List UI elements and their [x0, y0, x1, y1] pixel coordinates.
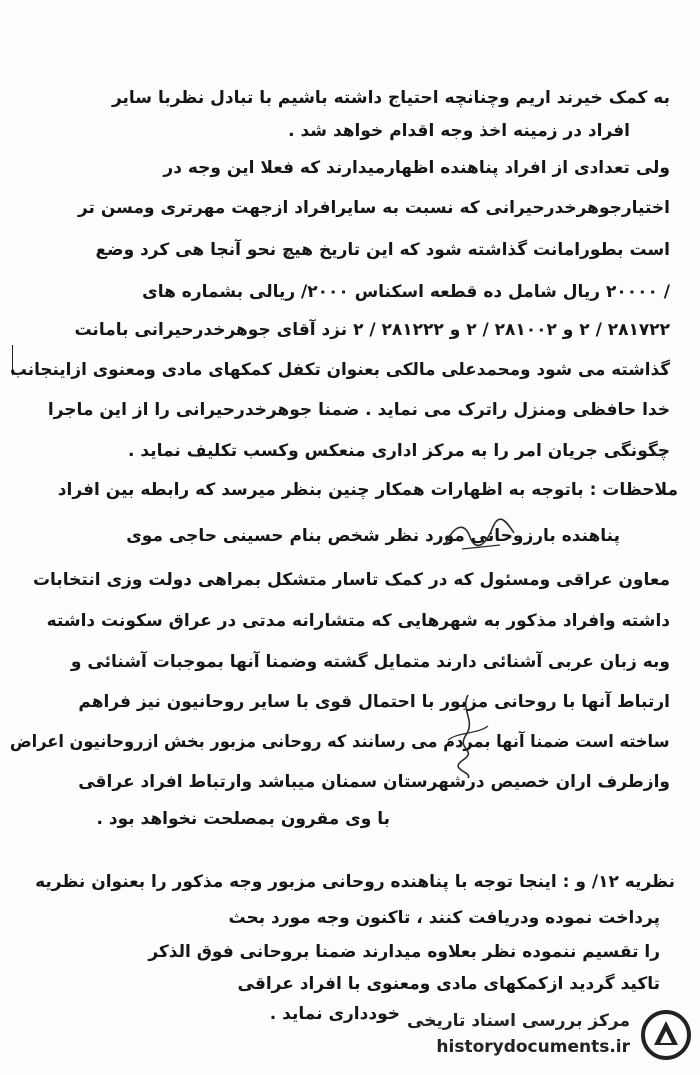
- document-line: داشته وافراد مذکور به شهرهایی که متشارانه مدتی در عراق سکونت داشته: [46, 611, 670, 631]
- document-line: خدا حافظی ومنزل راترک می نماید . ضمنا جوهرخدرحیرانی را از این ماجرا: [47, 400, 670, 420]
- document-line: است بطورامانت گذاشته شود که این تاریخ هیچ نحو آنجا هی کرد وضع: [95, 240, 670, 260]
- document-line: چگونگی جریان امر را به مرکز اداری منعکس وکسب تکلیف نماید .: [128, 441, 670, 461]
- document-line: وازطرف اران خصیص درشهرستان سمنان میباشد وارتباط افراد عراقی: [78, 772, 670, 792]
- nazarieh-line: خودداری نماید .: [269, 1004, 400, 1024]
- document-line: ملاحظات : باتوجه به اظهارات همکار چنین بنظر میرسد که رابطه بین افراد: [57, 480, 678, 500]
- document-line: ارتباط آنها با روحانی مزبور با احتمال قوی با سایر روحانیون نیز فراهم: [78, 692, 670, 712]
- watermark-url: historydocuments.ir: [436, 1037, 630, 1057]
- archive-logo-icon: [640, 1009, 692, 1061]
- document-line: گذاشته می شود ومحمدعلی مالکی بعنوان تکفل کمکهای مادی ومعنوی ازاینجانب: [10, 360, 670, 380]
- document-line: ۲۸۱۷۲۲ / ۲ و ۲۸۱۰۰۲ / ۲ و ۲۸۱۲۲۲ / ۲ نزد آقای جوهرخدرحیرانی بامانت: [74, 320, 670, 340]
- nazarieh-line: تاکید گردید ازکمکهای مادی ومعنوی با افراد عراقی: [237, 974, 660, 994]
- nazarieh-line: نظریه ۱۲/ و : اینجا توجه با پناهنده روحانی مزبور وجه مذکور را بعنوان نظریه: [35, 872, 675, 892]
- document-line: ساخته است ضمنا آنها بمردم می رسانند که روحانی مزبور بخش ازروحانیون اعراض: [10, 732, 670, 752]
- document-line: پناهنده بارزوحانی مورد نظر شخص بنام حسینی حاجی موی: [126, 526, 620, 546]
- document-line: اختیارجوهرخدرحیرانی که نسبت به سایرافراد ازجهت مهرتری ومسن تر: [77, 198, 670, 218]
- document-line: به کمک خیرند اریم وچنانچه احتیاج داشته باشیم با تبادل نظربا سایر: [111, 88, 670, 108]
- nazarieh-line: را تقسیم ننموده نظر بعلاوه میدارند ضمنا بروحانی فوق الذکر: [148, 942, 660, 962]
- document-line: با وی مقرون بمصلحت نخواهد بود .: [96, 809, 390, 829]
- document-line: افراد در زمینه اخذ وجه اقدام خواهد شد .: [288, 121, 630, 141]
- document-line: وبه زبان عربی آشنائی دارند متمایل گشته وضمنا آنها بموجبات آشنائی و: [70, 652, 670, 672]
- watermark: [402, 1007, 692, 1065]
- nazarieh-line: پرداخت نموده ودریافت کنند ، تاکنون وجه مورد بحث: [228, 908, 660, 928]
- document-line: معاون عراقی ومسئول که در کمک تاسار متشکل بمراهی دولت وزی انتخابات: [32, 570, 670, 590]
- watermark-title: مرکز بررسی اسناد تاریخی: [407, 1011, 630, 1031]
- handwritten-signature: [438, 690, 498, 780]
- document-line: ولی تعدادی از افراد پناهنده اظهارمیدارند که فعلا این وجه در: [163, 158, 670, 178]
- handwritten-signature: [440, 515, 520, 555]
- document-line: / ۲۰۰۰۰ ریال شامل ده قطعه اسکناس ۲۰۰۰/ ریالی بشماره های: [142, 282, 670, 302]
